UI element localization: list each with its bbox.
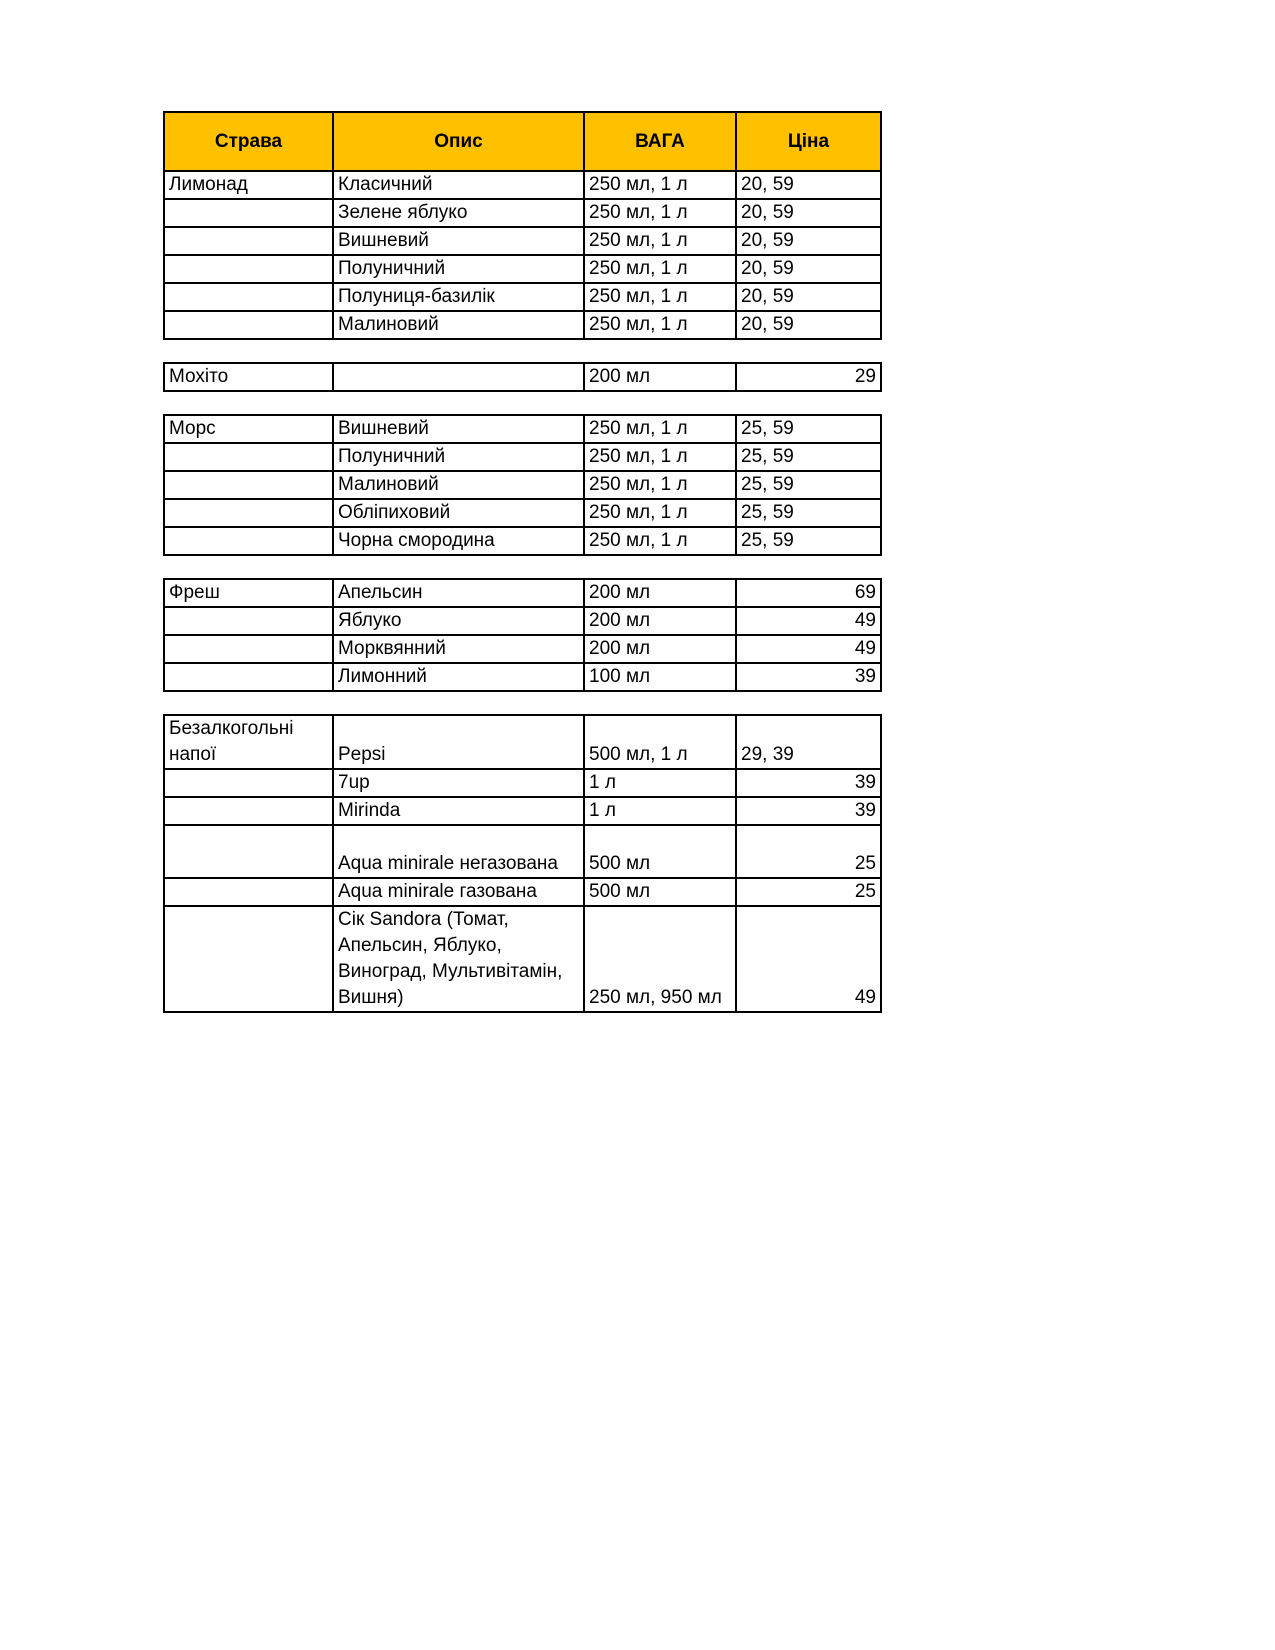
weight-cell: 250 мл, 1 л xyxy=(584,255,736,283)
dish-cell xyxy=(164,607,333,635)
dish-cell xyxy=(164,443,333,471)
price-cell: 20, 59 xyxy=(736,283,881,311)
price-cell: 20, 59 xyxy=(736,199,881,227)
spacer-cell xyxy=(164,691,881,715)
description-cell: Вишневий xyxy=(333,227,584,255)
price-cell: 25, 59 xyxy=(736,471,881,499)
price-cell: 29, 39 xyxy=(736,715,881,769)
description-cell: Aqua minirale газована xyxy=(333,878,584,906)
table-row xyxy=(164,769,881,797)
header-price: Ціна xyxy=(736,112,881,171)
weight-cell: 250 мл, 1 л xyxy=(584,443,736,471)
price-cell: 25 xyxy=(736,878,881,906)
weight-cell: 1 л xyxy=(584,797,736,825)
price-cell: 69 xyxy=(736,579,881,607)
table-row xyxy=(164,635,881,663)
dish-cell: Мохіто xyxy=(164,363,333,391)
table-row xyxy=(164,283,881,311)
dish-cell xyxy=(164,825,333,878)
table-row xyxy=(164,311,881,339)
spacer-row xyxy=(164,691,881,715)
description-cell: Яблуко xyxy=(333,607,584,635)
description-cell: Полуничний xyxy=(333,443,584,471)
dish-cell xyxy=(164,311,333,339)
dish-cell xyxy=(164,906,333,1012)
dish-cell xyxy=(164,878,333,906)
dish-cell xyxy=(164,769,333,797)
dish-cell xyxy=(164,227,333,255)
price-cell: 49 xyxy=(736,906,881,1012)
menu-table xyxy=(163,111,882,1013)
table-row xyxy=(164,878,881,906)
weight-cell: 250 мл, 1 л xyxy=(584,311,736,339)
header-description: Опис xyxy=(333,112,584,171)
price-cell: 25, 59 xyxy=(736,527,881,555)
spacer-row xyxy=(164,555,881,579)
weight-cell: 250 мл, 1 л xyxy=(584,171,736,199)
table-row xyxy=(164,499,881,527)
weight-cell: 250 мл, 1 л xyxy=(584,227,736,255)
description-cell: Pepsi xyxy=(333,715,584,769)
description-cell: Aqua minirale негазована xyxy=(333,825,584,878)
description-cell: Сік Sandora (Томат, Апельсин, Яблуко, Виноград, Мультивітамін, Вишня) xyxy=(333,906,584,1012)
price-cell: 25, 59 xyxy=(736,443,881,471)
description-cell: Класичний xyxy=(333,171,584,199)
description-cell: Апельсин xyxy=(333,579,584,607)
weight-cell: 500 мл xyxy=(584,825,736,878)
dish-cell xyxy=(164,797,333,825)
dish-cell xyxy=(164,663,333,691)
weight-cell: 250 мл, 950 мл xyxy=(584,906,736,1012)
description-cell: Полуничний xyxy=(333,255,584,283)
header-dish: Страва xyxy=(164,112,333,171)
dish-cell xyxy=(164,499,333,527)
weight-cell: 250 мл, 1 л xyxy=(584,499,736,527)
weight-cell: 250 мл, 1 л xyxy=(584,283,736,311)
weight-cell: 250 мл, 1 л xyxy=(584,471,736,499)
weight-cell: 200 мл xyxy=(584,607,736,635)
description-cell: Вишневий xyxy=(333,415,584,443)
table-row xyxy=(164,171,881,199)
spacer-cell xyxy=(164,391,881,415)
dish-cell: Безалкогольні напої xyxy=(164,715,333,769)
description-cell: Полуниця-базилік xyxy=(333,283,584,311)
table-row xyxy=(164,607,881,635)
price-cell: 49 xyxy=(736,635,881,663)
description-cell xyxy=(333,363,584,391)
description-cell: 7up xyxy=(333,769,584,797)
table-row xyxy=(164,797,881,825)
weight-cell: 100 мл xyxy=(584,663,736,691)
weight-cell: 500 мл, 1 л xyxy=(584,715,736,769)
price-cell: 25, 59 xyxy=(736,415,881,443)
weight-cell: 1 л xyxy=(584,769,736,797)
weight-cell: 500 мл xyxy=(584,878,736,906)
header-row xyxy=(164,112,881,171)
table-row xyxy=(164,906,881,1012)
description-cell: Морквянний xyxy=(333,635,584,663)
table-row xyxy=(164,255,881,283)
weight-cell: 200 мл xyxy=(584,635,736,663)
price-cell: 39 xyxy=(736,663,881,691)
price-cell: 20, 59 xyxy=(736,311,881,339)
spacer-row xyxy=(164,339,881,363)
table-row xyxy=(164,579,881,607)
dish-cell xyxy=(164,283,333,311)
dish-cell: Морс xyxy=(164,415,333,443)
weight-cell: 250 мл, 1 л xyxy=(584,527,736,555)
price-cell: 39 xyxy=(736,797,881,825)
spacer-cell xyxy=(164,339,881,363)
dish-cell xyxy=(164,635,333,663)
dish-cell xyxy=(164,527,333,555)
weight-cell: 200 мл xyxy=(584,579,736,607)
header-weight: ВАГА xyxy=(584,112,736,171)
table-row xyxy=(164,363,881,391)
table-row xyxy=(164,471,881,499)
dish-cell xyxy=(164,471,333,499)
dish-cell: Лимонад xyxy=(164,171,333,199)
price-cell: 29 xyxy=(736,363,881,391)
table-row xyxy=(164,415,881,443)
price-cell: 25, 59 xyxy=(736,499,881,527)
spacer-cell xyxy=(164,555,881,579)
description-cell: Лимонний xyxy=(333,663,584,691)
table-row xyxy=(164,825,881,878)
table-row xyxy=(164,527,881,555)
description-cell: Чорна смородина xyxy=(333,527,584,555)
price-cell: 20, 59 xyxy=(736,171,881,199)
price-cell: 20, 59 xyxy=(736,255,881,283)
dish-cell: Фреш xyxy=(164,579,333,607)
weight-cell: 200 мл xyxy=(584,363,736,391)
table-row xyxy=(164,715,881,769)
weight-cell: 250 мл, 1 л xyxy=(584,415,736,443)
description-cell: Обліпиховий xyxy=(333,499,584,527)
menu-sheet xyxy=(163,111,882,1013)
table-row xyxy=(164,227,881,255)
price-cell: 49 xyxy=(736,607,881,635)
description-cell: Малиновий xyxy=(333,471,584,499)
table-row xyxy=(164,663,881,691)
spacer-row xyxy=(164,391,881,415)
table-row xyxy=(164,443,881,471)
dish-cell xyxy=(164,255,333,283)
dish-cell xyxy=(164,199,333,227)
description-cell: Mirinda xyxy=(333,797,584,825)
price-cell: 25 xyxy=(736,825,881,878)
description-cell: Малиновий xyxy=(333,311,584,339)
weight-cell: 250 мл, 1 л xyxy=(584,199,736,227)
table-row xyxy=(164,199,881,227)
price-cell: 20, 59 xyxy=(736,227,881,255)
description-cell: Зелене яблуко xyxy=(333,199,584,227)
price-cell: 39 xyxy=(736,769,881,797)
